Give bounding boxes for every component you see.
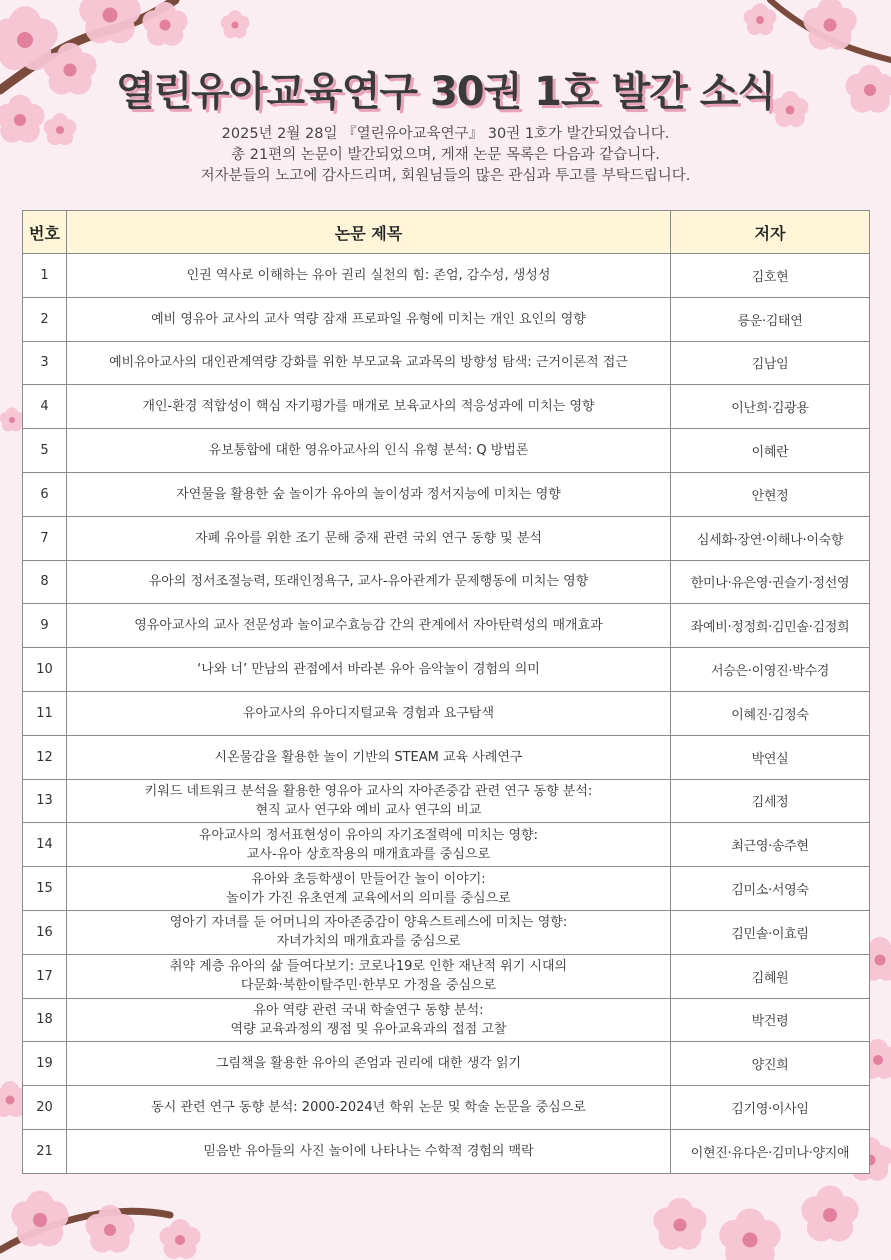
table-row (23, 254, 870, 298)
row-number: 15 (23, 867, 67, 911)
table-row (23, 472, 870, 516)
paper-title (67, 604, 671, 648)
paper-title-line: 시온물감을 활용한 놀이 기반의 STEAM 교육 사례연구 (214, 749, 523, 765)
paper-title (67, 297, 671, 341)
row-number: 10 (23, 648, 67, 692)
table-row (23, 1086, 870, 1130)
row-number: 12 (23, 735, 67, 779)
paper-title-line: 유아의 정서조절능력, 또래인정욕구, 교사-유아관계가 문제행동에 미치는 영향 (148, 574, 589, 590)
paper-title (67, 429, 671, 473)
paper-title (67, 472, 671, 516)
blossom-icon (803, 0, 856, 50)
table-row (23, 735, 870, 779)
paper-title (67, 691, 671, 735)
paper-title (67, 1042, 671, 1086)
paper-title (67, 341, 671, 385)
blossom-icon (653, 1198, 706, 1250)
paper-title (67, 867, 671, 911)
paper-authors: 안현정 (671, 472, 870, 516)
table-row (23, 516, 870, 560)
paper-title-line: 영유아교사의 교사 전문성과 놀이교수효능감 간의 관계에서 자아탄력성의 매개효과 (134, 618, 603, 634)
row-number: 7 (23, 516, 67, 560)
paper-title (67, 998, 671, 1042)
table-row (23, 341, 870, 385)
paper-authors: 박연실 (671, 735, 870, 779)
paper-authors: 김기영·이사임 (671, 1086, 870, 1130)
paper-authors: 김호현 (671, 254, 870, 298)
column-header-authors: 저자 (671, 211, 870, 254)
table-row (23, 998, 870, 1042)
blossom-icon (11, 1191, 68, 1247)
paper-authors: 김세정 (671, 779, 870, 823)
table-row (23, 1129, 870, 1173)
table-row (23, 779, 870, 823)
paper-title (67, 779, 671, 823)
row-number: 8 (23, 560, 67, 604)
paper-title (67, 735, 671, 779)
blossom-icon (719, 1209, 781, 1260)
paper-authors: 한미나·유은영·권슬기·정선영 (671, 560, 870, 604)
row-number: 11 (23, 691, 67, 735)
paper-title-line: 그림책을 활용한 유아의 존엄과 권리에 대한 생각 읽기 (215, 1056, 522, 1072)
paper-authors: 심세화·장연·이해나·이숙향 (671, 516, 870, 560)
paper-title-line: 현직 교사 연구와 예비 교사 연구의 비교 (255, 802, 482, 818)
row-number: 1 (23, 254, 67, 298)
table-row (23, 385, 870, 429)
paper-title-line: 다문화·북한이탈주민·한부모 가정을 중심으로 (240, 978, 497, 994)
paper-title (67, 1129, 671, 1173)
intro-line: 저자분들의 노고에 감사드리며, 회원님들의 많은 관심과 투고를 부탁드립니다. (200, 168, 691, 184)
paper-authors: 김민솔·이효림 (671, 910, 870, 954)
row-number: 14 (23, 823, 67, 867)
intro-text (0, 124, 891, 187)
table-row (23, 604, 870, 648)
paper-title-line: 교사-유아 상호작용의 매개효과를 중심으로 (246, 846, 491, 862)
row-number: 5 (23, 429, 67, 473)
paper-title-line: 동시 관련 연구 동향 분석: 2000-2024년 학위 논문 및 학술 논문을 중심으로 (151, 1100, 586, 1116)
row-number: 6 (23, 472, 67, 516)
paper-authors: 이난희·김광용 (671, 385, 870, 429)
paper-authors: 김남임 (671, 341, 870, 385)
row-number: 19 (23, 1042, 67, 1086)
blossom-icon (0, 407, 24, 431)
paper-title-line: 개인-환경 적합성이 핵심 자기평가를 매개로 보육교사의 적응성과에 미치는 영향 (142, 399, 595, 415)
table-row (23, 560, 870, 604)
paper-authors: 김혜원 (671, 954, 870, 998)
paper-title (67, 823, 671, 867)
paper-title-line: 키워드 네트워크 분석을 활용한 영유아 교사의 자아존중감 관련 연구 동향 분석: (144, 783, 593, 799)
row-number: 3 (23, 341, 67, 385)
table-row (23, 954, 870, 998)
paper-title-line: 역량 교육과정의 쟁점 및 유아교육과의 접점 고찰 (230, 1021, 507, 1037)
paper-title-line: ‘나와 너’ 만남의 관점에서 바라본 유아 음악놀이 경험의 의미 (197, 662, 540, 678)
paper-title (67, 254, 671, 298)
row-number: 21 (23, 1129, 67, 1173)
table-row (23, 910, 870, 954)
paper-title (67, 648, 671, 692)
blossom-icon (221, 10, 250, 38)
paper-title-line: 유아 역량 관련 국내 학술연구 동향 분석: (253, 1002, 484, 1018)
table-row (23, 1042, 870, 1086)
paper-title-line: 자폐 유아를 위한 조기 문해 중재 관련 국외 연구 동향 및 분석 (195, 530, 542, 546)
table-row (23, 429, 870, 473)
paper-authors: 박건령 (671, 998, 870, 1042)
paper-title (67, 910, 671, 954)
row-number: 4 (23, 385, 67, 429)
paper-title-line: 예비 영유아 교사의 교사 역량 잠재 프로파일 유형에 미치는 개인 요인의 영향 (151, 311, 586, 327)
table-header-row (23, 211, 870, 254)
paper-title-line: 예비유아교사의 대인관계역량 강화를 위한 부모교육 교과목의 방향성 탐색: 근거이론적 접근 (109, 355, 628, 371)
paper-authors: 이혜란 (671, 429, 870, 473)
column-header-number: 번호 (23, 211, 67, 254)
table-row (23, 691, 870, 735)
paper-title-line: 취약 계층 유아의 삶 들여다보기: 코로나19로 인한 재난적 위기 시대의 (169, 959, 568, 975)
paper-authors: 양진희 (671, 1042, 870, 1086)
paper-authors: 서승은·이영진·박수경 (671, 648, 870, 692)
paper-title-line: 놀이가 가진 유초연계 교육에서의 의미를 중심으로 (226, 890, 511, 906)
paper-authors: 좌예비·정정희·김민솔·김정희 (671, 604, 870, 648)
paper-title-line: 영아기 자녀를 둔 어머니의 자아존중감이 양육스트레스에 미치는 영향: (169, 915, 568, 931)
paper-title (67, 1086, 671, 1130)
column-header-title: 논문 제목 (67, 211, 671, 254)
paper-title (67, 954, 671, 998)
paper-title-line: 자녀가치의 매개효과를 중심으로 (276, 934, 461, 950)
paper-authors: 릉운·김태연 (671, 297, 870, 341)
paper-title (67, 560, 671, 604)
paper-title-line: 유보통합에 대한 영유아교사의 인식 유형 분석: Q 방법론 (208, 443, 529, 459)
paper-authors: 이혜진·김정숙 (671, 691, 870, 735)
paper-title-line: 인권 역사로 이해하는 유아 권리 실천의 힘: 존엄, 감수성, 생성성 (186, 267, 551, 283)
table-row (23, 867, 870, 911)
row-number: 18 (23, 998, 67, 1042)
paper-title (67, 516, 671, 560)
blossom-icon (79, 0, 141, 43)
paper-authors: 김미소·서영숙 (671, 867, 870, 911)
paper-title-line: 믿음반 유아들의 사진 놀이에 나타나는 수학적 경험의 맥락 (203, 1143, 534, 1159)
intro-line: 총 21편의 논문이 발간되었으며, 게재 논문 목록은 다음과 같습니다. (231, 147, 660, 163)
blossom-icon (744, 3, 777, 35)
blossom-icon (801, 1186, 858, 1242)
blossom-icon (160, 1219, 201, 1259)
paper-authors: 이현진·유다은·김미나·양지애 (671, 1129, 870, 1173)
intro-line: 2025년 2월 28일 『열린유아교육연구』 30권 1호가 발간되었습니다. (221, 126, 670, 142)
paper-list-table (22, 210, 870, 1174)
row-number: 13 (23, 779, 67, 823)
row-number: 20 (23, 1086, 67, 1130)
page-title: 열린유아교육연구 30권 1호 발간 소식 (115, 69, 776, 115)
paper-authors: 최근영·송주현 (671, 823, 870, 867)
row-number: 17 (23, 954, 67, 998)
paper-title-line: 유아교사의 유아디지털교육 경험과 요구탐색 (243, 705, 494, 721)
paper-title-line: 자연물을 활용한 숲 놀이가 유아의 놀이성과 정서지능에 미치는 영향 (176, 486, 561, 502)
table-row (23, 823, 870, 867)
paper-title-line: 유아교사의 정서표현성이 유아의 자기조절력에 미치는 영향: (199, 827, 538, 843)
table-row (23, 297, 870, 341)
table-row (23, 648, 870, 692)
paper-title-line: 유아와 초등학생이 만들어간 놀이 이야기: (251, 871, 486, 887)
row-number: 16 (23, 910, 67, 954)
paper-title (67, 385, 671, 429)
blossom-icon (142, 2, 187, 46)
row-number: 9 (23, 604, 67, 648)
row-number: 2 (23, 297, 67, 341)
